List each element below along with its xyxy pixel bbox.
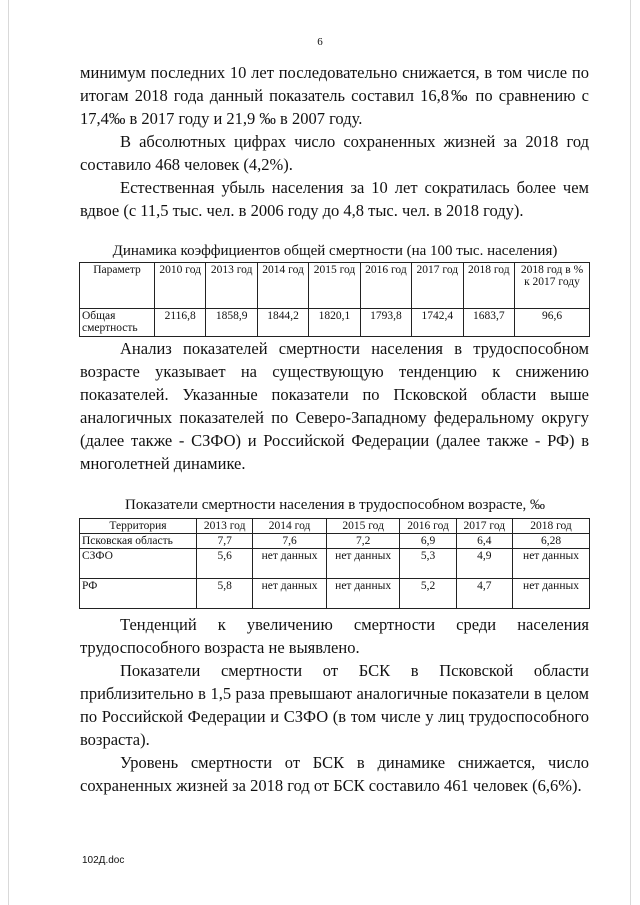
paragraph-4: Анализ показателей смертности населения в трудоспособном возрасте указывает на существующую тенденцию к снижению показателей. Указанные показатели по Псковской области выше аналогичных показателей по Северо-Западному федеральному округу (далее также - СЗФО) и Российской Федерации (далее также - РФ) в многолетней динамике. bbox=[80, 339, 589, 473]
table1-cell: 1683,7 bbox=[463, 309, 514, 337]
table2-cell: 5,8 bbox=[197, 579, 253, 609]
table1-header-cell: 2013 год bbox=[206, 263, 257, 309]
table2-cell: 6,28 bbox=[513, 534, 590, 549]
scan-edge-right bbox=[630, 0, 631, 905]
table2-cell: 7,7 bbox=[197, 534, 253, 549]
table1-header-cell: 2014 год bbox=[257, 263, 308, 309]
table2-cell: 7,6 bbox=[253, 534, 327, 549]
working-age-mortality-table bbox=[79, 518, 590, 609]
scan-edge-left bbox=[8, 0, 9, 905]
table1-header-row bbox=[80, 263, 590, 309]
table1-header-cell: 2018 год в % к 2017 году bbox=[515, 263, 590, 309]
table1-header-cell: 2016 год bbox=[360, 263, 411, 309]
table2-cell: 5,3 bbox=[400, 549, 456, 579]
table1-header-cell: 2018 год bbox=[463, 263, 514, 309]
table1-row-label: Общая смертность bbox=[80, 309, 155, 337]
table2-caption: Показатели смертности населения в трудоспособном возрасте, ‰ bbox=[124, 497, 545, 513]
table2-cell: нет данных bbox=[253, 549, 327, 579]
table1-header-cell: 2017 год bbox=[412, 263, 463, 309]
table2-cell: 5,2 bbox=[400, 579, 456, 609]
table2-header-cell: 2013 год bbox=[197, 519, 253, 534]
table2-header-cell: 2016 год bbox=[400, 519, 456, 534]
table2-row-label: СЗФО bbox=[80, 549, 197, 579]
table2-header-row bbox=[80, 519, 590, 534]
table2-row bbox=[80, 579, 590, 609]
table2-cell: нет данных bbox=[326, 549, 400, 579]
table2-row bbox=[80, 534, 590, 549]
table2-cell: 4,7 bbox=[456, 579, 512, 609]
table1-header-cell: 2010 год bbox=[155, 263, 206, 309]
mortality-table bbox=[79, 262, 590, 337]
table2-row bbox=[80, 549, 590, 579]
table2-cell: нет данных bbox=[513, 579, 590, 609]
table1-cell: 1858,9 bbox=[206, 309, 257, 337]
table1-cell: 1820,1 bbox=[309, 309, 360, 337]
paragraph-1: минимум последних 10 лет последовательно снижается, в том числе по итогам 2018 года данный показатель составил 16,8‰ по сравнению с 17,4‰ в 2017 году и 21,9 ‰ в 2007 году. bbox=[80, 63, 589, 128]
table2-header-cell: 2015 год bbox=[326, 519, 400, 534]
table1-header-cell: Параметр bbox=[80, 263, 155, 309]
footer-filename: 102Д.doc bbox=[82, 855, 125, 866]
table1-header-cell: 2015 год bbox=[309, 263, 360, 309]
table1-cell: 1844,2 bbox=[257, 309, 308, 337]
page-number: 6 bbox=[317, 36, 323, 48]
paragraph-5: Тенденций к увеличению смертности среди населения трудоспособного возраста не выявлено. bbox=[80, 615, 589, 657]
table2-header-cell: Территория bbox=[80, 519, 197, 534]
table2-cell: 5,6 bbox=[197, 549, 253, 579]
table2-cell: 7,2 bbox=[326, 534, 400, 549]
paragraph-3: Естественная убыль населения за 10 лет сократилась более чем вдвое (с 11,5 тыс. чел. в 2006 году до 4,8 тыс. чел. в 2018 году). bbox=[80, 178, 589, 220]
table2-header-cell: 2017 год bbox=[456, 519, 512, 534]
table2-row-label: РФ bbox=[80, 579, 197, 609]
paragraph-2: В абсолютных цифрах число сохраненных жизней за 2018 год составило 468 человек (4,2%). bbox=[80, 132, 589, 174]
table2-row-label: Псковская область bbox=[80, 534, 197, 549]
table2-header-cell: 2018 год bbox=[513, 519, 590, 534]
table2-header-cell: 2014 год bbox=[253, 519, 327, 534]
table2-cell: нет данных bbox=[513, 549, 590, 579]
table1-cell: 1793,8 bbox=[360, 309, 411, 337]
table1-cell: 96,6 bbox=[515, 309, 590, 337]
table2-cell: 6,4 bbox=[456, 534, 512, 549]
table1-cell: 2116,8 bbox=[155, 309, 206, 337]
table2-cell: 4,9 bbox=[456, 549, 512, 579]
table2-cell: нет данных bbox=[253, 579, 327, 609]
paragraph-7: Уровень смертности от БСК в динамике снижается, число сохраненных жизней за 2018 год от БСК составило 461 человек (6,6%). bbox=[80, 753, 589, 795]
paragraph-6: Показатели смертности от БСК в Псковской области приблизительно в 1,5 раза превышают аналогичные показатели в целом по Российской Федерации и СЗФО (в том числе у лиц трудоспособного возраста). bbox=[80, 661, 589, 749]
table2-cell: 6,9 bbox=[400, 534, 456, 549]
table1-cell: 1742,4 bbox=[412, 309, 463, 337]
table1-row bbox=[80, 309, 590, 337]
table1-caption: Динамика коэффициентов общей смертности (на 100 тыс. населения) bbox=[112, 243, 558, 259]
table2-cell: нет данных bbox=[326, 579, 400, 609]
